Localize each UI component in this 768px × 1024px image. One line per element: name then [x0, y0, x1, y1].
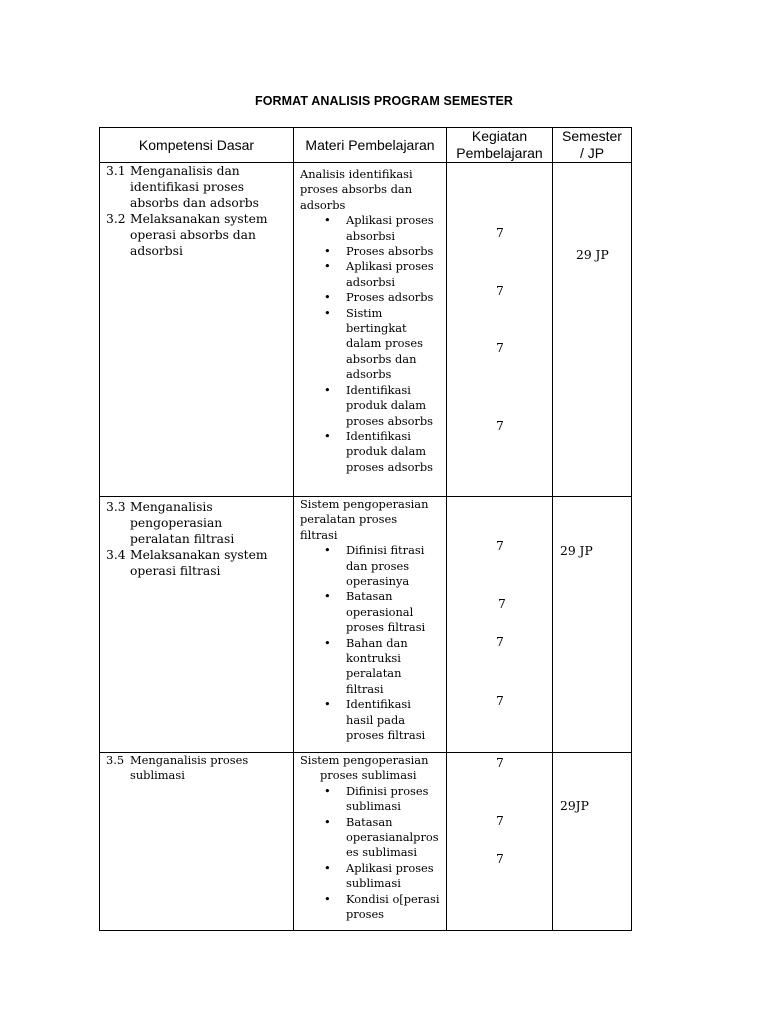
list-item: [300, 383, 446, 429]
materi-intro: [300, 167, 446, 213]
materi-intro-line: peralatan proses: [300, 512, 398, 527]
bullet-icon: •: [324, 589, 331, 604]
bullet-icon: •: [324, 635, 331, 650]
kd-text-line: pengoperasian: [130, 516, 223, 530]
list-item: [300, 784, 446, 815]
list-item-line: dalam proses: [346, 336, 423, 351]
list-item-line: proses adsorbs: [346, 459, 434, 474]
kd-text-line: sublimasi: [130, 768, 185, 783]
materi-intro-line: Sistem pengoperasian: [300, 497, 429, 511]
kegiatan-value: 7: [496, 284, 504, 298]
row3-kompetensi: [106, 753, 292, 784]
list-item-line: filtrasi: [346, 681, 384, 696]
bullet-icon: •: [324, 543, 331, 558]
list-item: [300, 290, 446, 305]
list-item-line: operasianalpros: [346, 830, 439, 845]
materi-intro-line: proses absorbs dan: [300, 182, 413, 197]
kd-number: 3.1: [106, 164, 126, 178]
list-item-line: dan proses: [346, 558, 410, 573]
list-item-line: absorbs dan: [346, 351, 417, 366]
materi-intro-line: proses sublimasi: [320, 768, 417, 783]
list-item-line: produk dalam: [346, 398, 427, 413]
list-item-line: Identifikasi: [346, 697, 411, 712]
list-item-line: proses filtrasi: [346, 620, 426, 635]
list-item: [300, 636, 446, 698]
kegiatan-value: 7: [498, 597, 506, 611]
list-item: [300, 815, 446, 861]
list-item-line: produk dalam: [346, 444, 427, 459]
materi-list: [300, 543, 446, 743]
kd-number: 3.4: [106, 548, 126, 562]
row2-kompetensi: [106, 499, 292, 579]
semester-value: 29JP: [560, 799, 589, 813]
header-semester-jp: [553, 128, 631, 162]
list-item: [300, 244, 446, 259]
row1-kompetensi: [106, 163, 292, 259]
kegiatan-value: 7: [496, 635, 504, 649]
list-item-line: sublimasi: [346, 799, 401, 814]
list-item-line: Aplikasi proses: [346, 259, 434, 274]
bullet-icon: •: [324, 860, 331, 875]
kd-text-line: Melaksanakan system: [130, 548, 268, 562]
list-item-line: es sublimasi: [346, 845, 418, 860]
bullet-icon: •: [324, 891, 331, 906]
materi-intro-line: Analisis identifikasi: [300, 167, 413, 181]
bullet-icon: •: [324, 428, 331, 443]
list-item-line: Batasan: [346, 814, 393, 829]
list-item-line: Batasan: [346, 589, 393, 604]
list-item-line: Aplikasi proses: [346, 213, 434, 228]
bullet-icon: •: [324, 382, 331, 397]
document-title: FORMAT ANALISIS PROGRAM SEMESTER: [254, 94, 514, 108]
kd-item: [106, 499, 292, 547]
list-item-line: Difinisi fitrasi: [346, 543, 425, 558]
bullet-icon: •: [324, 697, 331, 712]
kegiatan-value: 7: [496, 814, 504, 828]
list-item-line: peralatan: [346, 666, 402, 681]
materi-list: [300, 213, 446, 475]
list-item-line: bertingkat: [346, 321, 407, 336]
kd-number: 3.2: [106, 212, 126, 226]
list-item-line: sublimasi: [346, 876, 401, 891]
list-item-line: Difinisi proses: [346, 783, 429, 798]
list-item-line: Identifikasi: [346, 428, 411, 443]
list-item-line: Proses adsorbs: [346, 290, 434, 305]
row3-materi: [300, 753, 446, 922]
kd-text-line: adsorbsi: [130, 244, 183, 258]
list-item-line: adsorbsi: [346, 274, 396, 289]
kd-text-line: identifikasi proses: [130, 180, 245, 194]
kegiatan-value: 7: [496, 419, 504, 433]
list-item-line: absorbsi: [346, 228, 396, 243]
kegiatan-value: 7: [496, 694, 504, 708]
header-kegiatan-line2: Pembelajaran: [456, 145, 543, 161]
bullet-icon: •: [324, 783, 331, 798]
list-item-line: kontruksi: [346, 651, 401, 666]
list-item-line: proses: [346, 907, 385, 922]
header-semester-line2: / JP: [579, 145, 605, 161]
list-item-line: operasional: [346, 604, 414, 619]
kegiatan-value: 7: [496, 341, 504, 355]
list-item: [300, 259, 446, 290]
materi-intro: [300, 753, 446, 784]
list-item-line: Identifikasi: [346, 382, 411, 397]
row1-materi: [300, 167, 446, 475]
list-item: [300, 589, 446, 635]
kd-number: 3.5: [106, 753, 125, 767]
list-item-line: Proses absorbs: [346, 244, 434, 259]
bullet-icon: •: [324, 213, 331, 228]
semester-value: 29 JP: [576, 248, 609, 262]
header-semester-line1: Semester: [562, 128, 622, 144]
bullet-icon: •: [324, 305, 331, 320]
list-item-line: Aplikasi proses: [346, 860, 434, 875]
kd-number: 3.3: [106, 500, 126, 514]
bullet-icon: •: [324, 290, 331, 305]
kd-text-line: Menganalisis proses: [130, 753, 249, 767]
materi-list: [300, 784, 446, 923]
materi-intro-line: adsorbs: [300, 197, 346, 212]
header-materi-pembelajaran: Materi Pembelajaran: [305, 137, 435, 153]
kd-text-line: peralatan filtrasi: [130, 532, 235, 546]
kd-text-line: operasi absorbs dan: [130, 228, 256, 242]
kd-item: [106, 211, 292, 259]
bullet-icon: •: [324, 814, 331, 829]
header-kegiatan-line1: Kegiatan: [471, 128, 528, 144]
list-item: [300, 213, 446, 244]
kd-text-line: absorbs dan adsorbs: [130, 196, 259, 210]
materi-intro-line: filtrasi: [300, 527, 338, 542]
kd-text-line: Menganalisis: [130, 500, 213, 514]
kegiatan-value: 7: [496, 539, 504, 553]
materi-intro: [300, 497, 446, 543]
list-item: [300, 861, 446, 892]
list-item-line: Sistim: [346, 305, 383, 320]
bullet-icon: •: [324, 244, 331, 259]
kegiatan-value: 7: [496, 756, 504, 770]
list-item-line: proses absorbs: [346, 413, 434, 428]
list-item: [300, 543, 446, 589]
header-kompetensi-dasar: Kompetensi Dasar: [138, 137, 255, 153]
kd-text-line: Menganalisis dan: [130, 164, 240, 178]
list-item-line: adsorbs: [346, 367, 392, 382]
list-item: [300, 429, 446, 475]
bullet-icon: •: [324, 259, 331, 274]
list-item-line: proses filtrasi: [346, 728, 426, 743]
kegiatan-value: 7: [496, 226, 504, 240]
list-item: [300, 306, 446, 383]
row2-materi: [300, 497, 446, 744]
semester-value: 29 JP: [560, 544, 593, 558]
list-item: [300, 892, 446, 923]
list-item-line: Bahan dan: [346, 635, 408, 650]
list-item-line: Kondisi o[perasi: [346, 891, 440, 906]
kd-text-line: Melaksanakan system: [130, 212, 268, 226]
materi-intro-line: Sistem pengoperasian: [300, 753, 429, 767]
list-item-line: hasil pada: [346, 712, 406, 727]
kd-text-line: operasi filtrasi: [130, 564, 221, 578]
kd-item: [106, 753, 292, 784]
kegiatan-value: 7: [496, 852, 504, 866]
header-kegiatan-pembelajaran: [447, 128, 552, 162]
list-item-line: operasinya: [346, 574, 410, 589]
list-item: [300, 697, 446, 743]
kd-item: [106, 547, 292, 579]
kd-item: [106, 163, 292, 211]
